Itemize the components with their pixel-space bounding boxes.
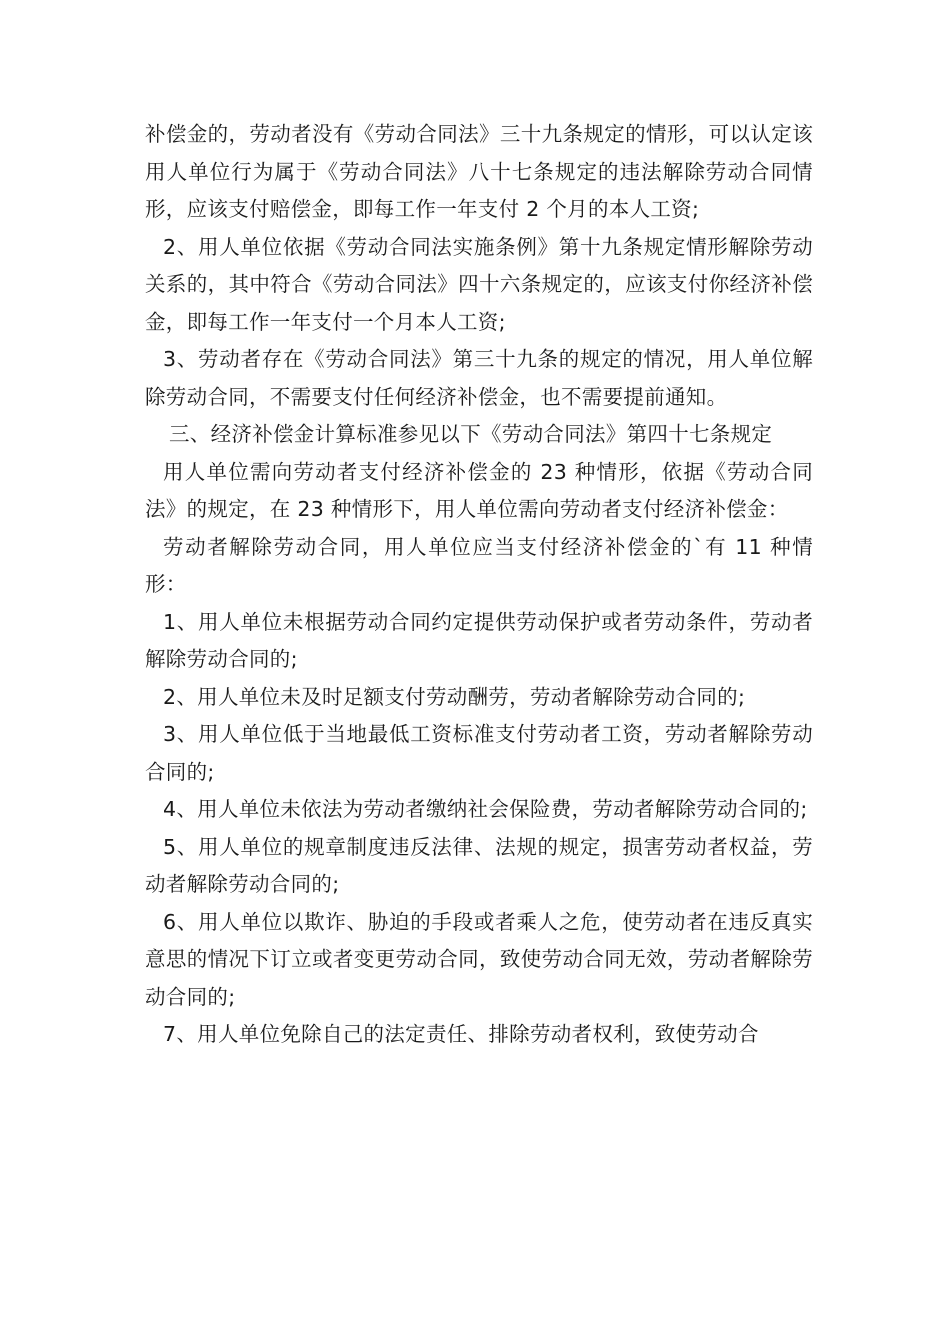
paragraph-5: 劳动者解除劳动合同，用人单位应当支付经济补偿金的`有 11 种情形：: [145, 534, 813, 596]
list-item-2: 2、用人单位未及时足额支付劳动酬劳，劳动者解除劳动合同的;: [163, 684, 746, 709]
paragraph-3: 3、劳动者存在《劳动合同法》第三十九条的规定的情况，用人单位解除劳动合同，不需要支付任何经济补偿金，也不需要提前通知。: [145, 347, 813, 409]
list-item-3: 3、用人单位低于当地最低工资标准支付劳动者工资，劳动者解除劳动合同的;: [145, 722, 813, 784]
section-heading-3: 三、经济补偿金计算标准参见以下《劳动合同法》第四十七条规定: [169, 422, 773, 446]
list-item-7: 7、用人单位免除自己的法定责任、排除劳动者权利，致使劳动合: [163, 1022, 759, 1046]
list-item-1: 1、用人单位未根据劳动合同约定提供劳动保护或者劳动条件，劳动者解除劳动合同的;: [145, 609, 813, 671]
list-item-4: 4、用人单位未依法为劳动者缴纳社会保险费，劳动者解除劳动合同的;: [163, 797, 808, 821]
list-item-5: 5、用人单位的规章制度违反法律、法规的规定，损害劳动者权益，劳动者解除劳动合同的;: [145, 834, 813, 896]
paragraph-1: 补偿金的，劳动者没有《劳动合同法》三十九条规定的情形，可以认定该用人单位行为属于《劳动合同法》八十七条规定的违法解除劳动合同情形，应该支付赔偿金，即每工作一年支付 2 个月的本人工资;: [145, 122, 813, 221]
paragraph-2: 2、用人单位依据《劳动合同法实施条例》第十九条规定情形解除劳动关系的，其中符合《劳动合同法》四十六条规定的，应该支付你经济补偿金，即每工作一年支付一个月本人工资;: [145, 234, 813, 334]
list-item-6: 6、用人单位以欺诈、胁迫的手段或者乘人之危，使劳动者在违反真实意思的情况下订立或者变更劳动合同，致使劳动合同无效，劳动者解除劳动合同的;: [145, 909, 813, 1009]
paragraph-4: 用人单位需向劳动者支付经济补偿金的 23 种情形，依据《劳动合同法》的规定，在 23 种情形下，用人单位需向劳动者支付经济补偿金：: [145, 459, 813, 521]
document-body: [145, 116, 813, 1054]
